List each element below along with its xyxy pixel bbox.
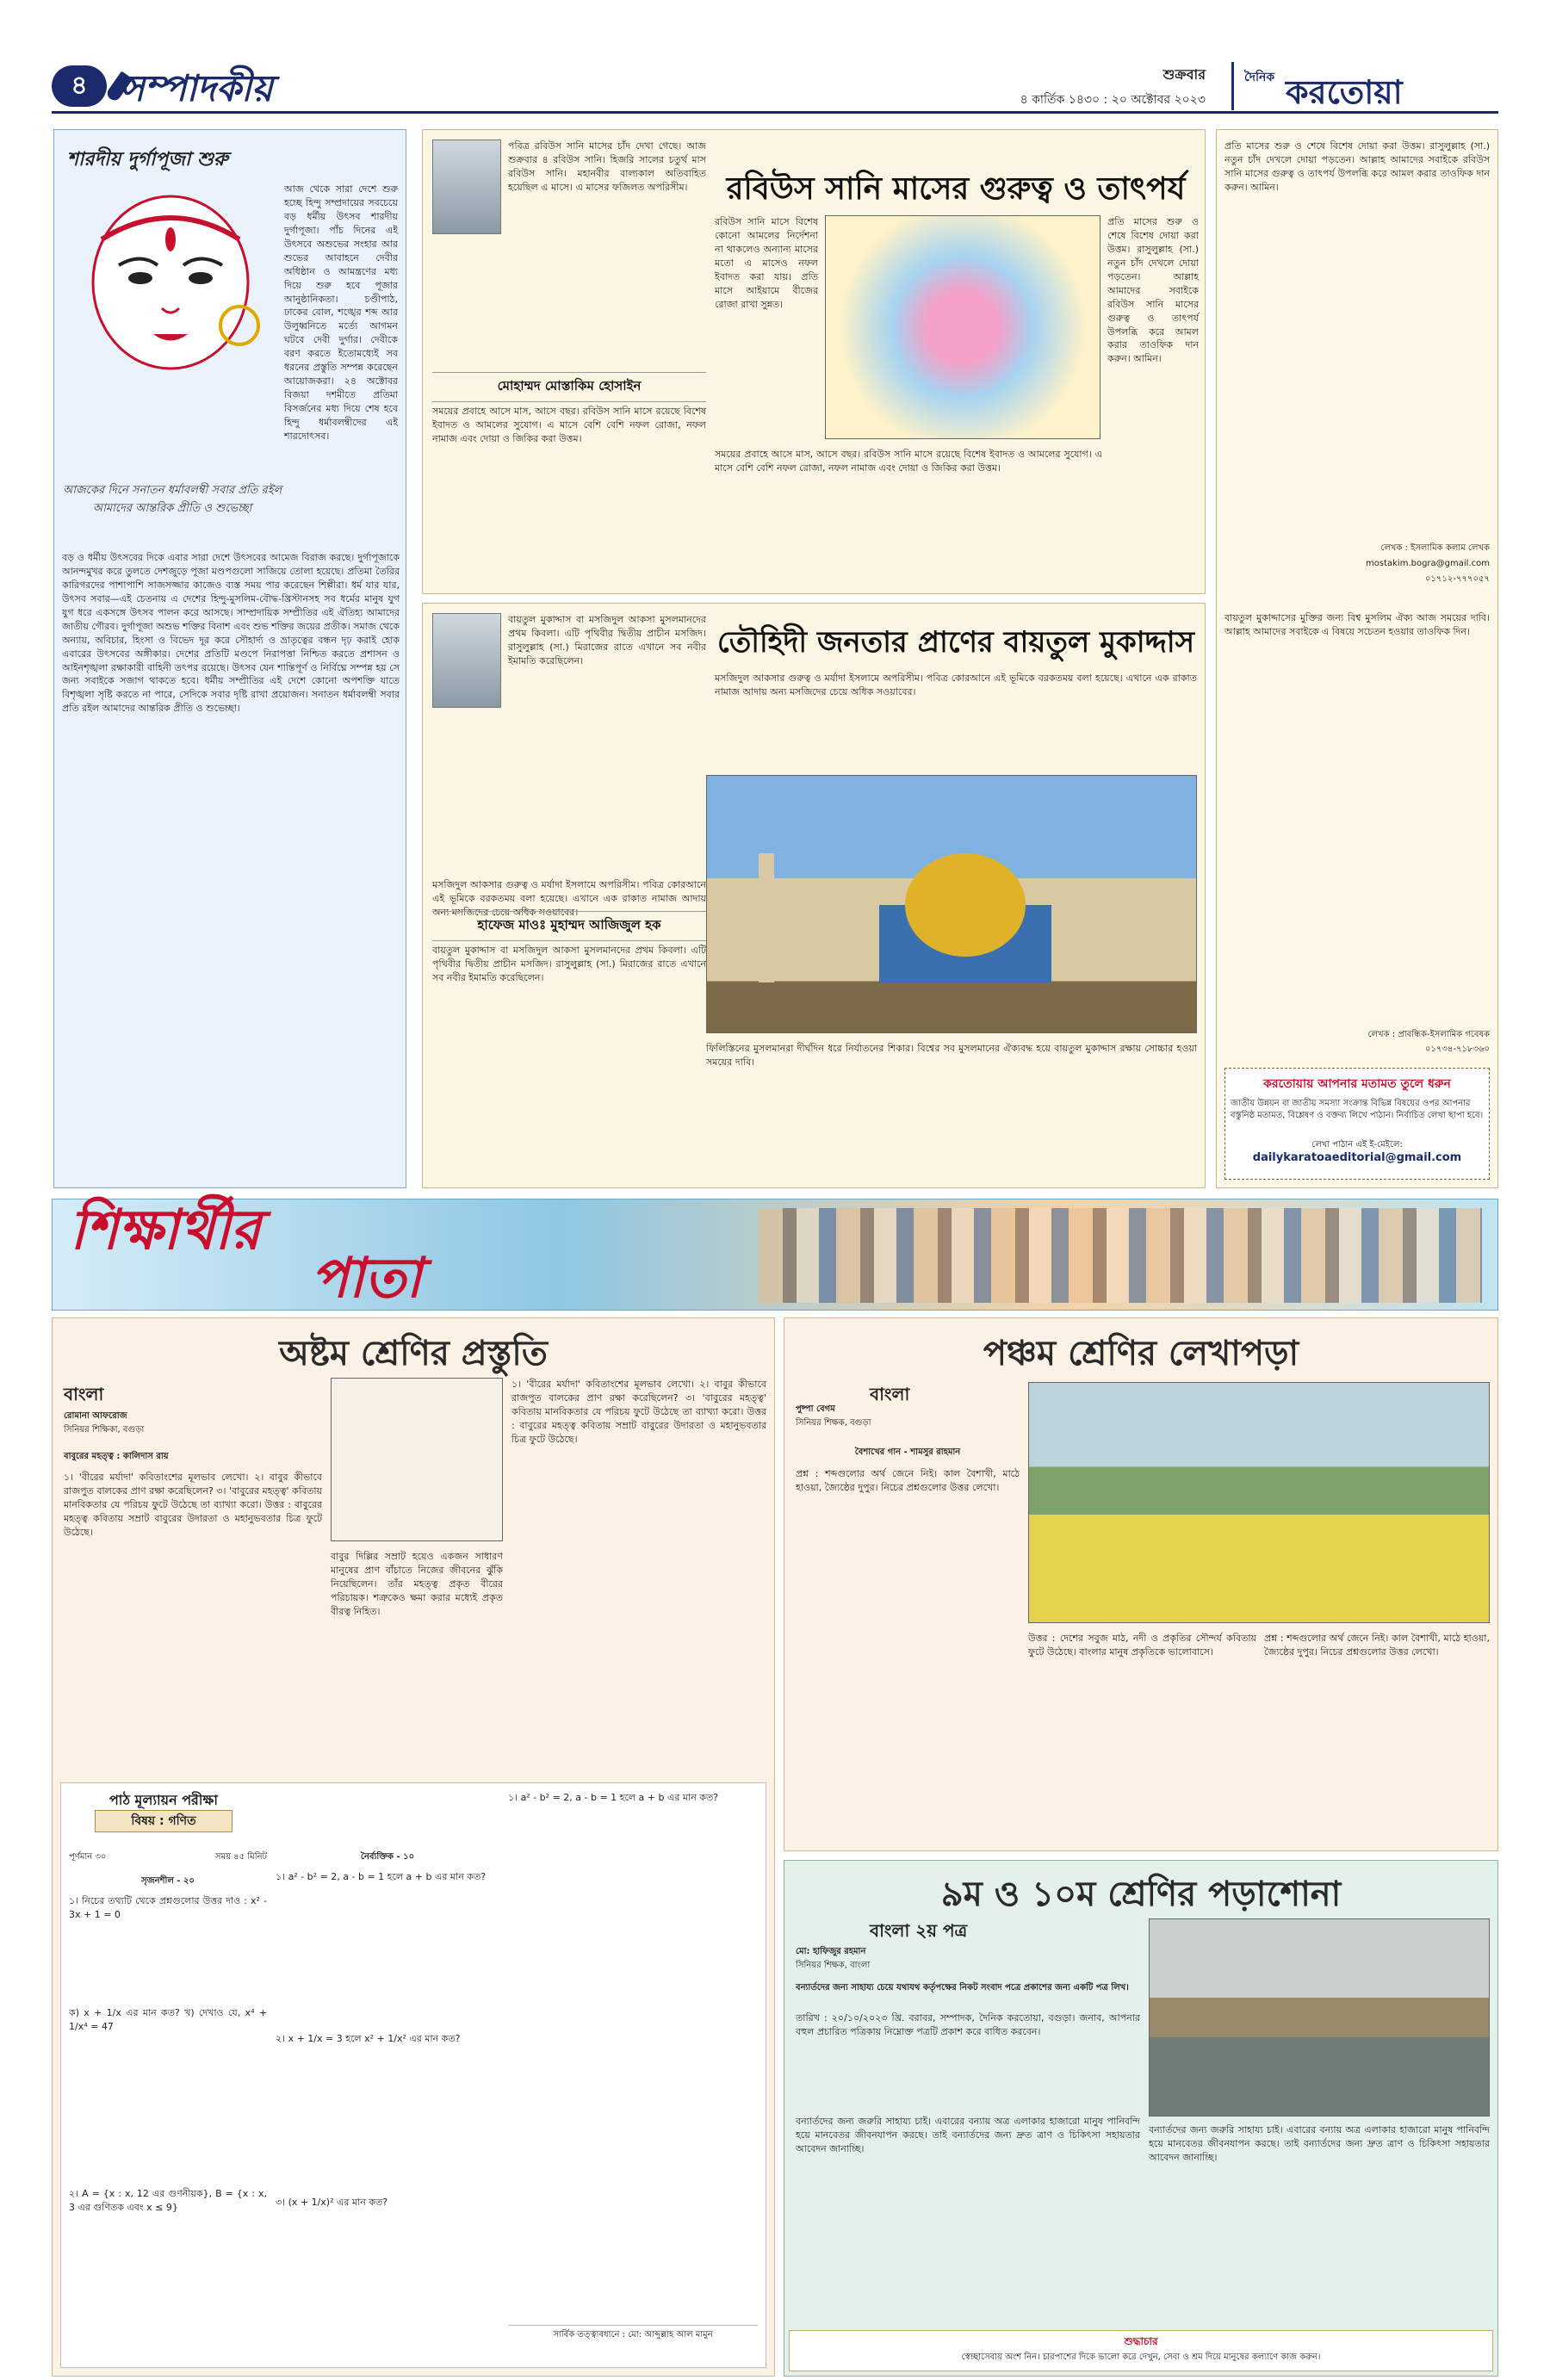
rabius-col3: রবিউস সানি মাসে বিশেষ কোনো আমলের নির্দেশনা না থাকলেও অন্যান্য মাসের মতো এ মাসেও নফল ইবাদত করা যায়। প্রতি মাসে আইয়ামে বীজের রোজা রাখা সুন্নত। xyxy=(715,216,818,310)
honesty-box xyxy=(789,2330,1493,2371)
math-section: সৃজনশীল - ২০ xyxy=(141,1876,195,1886)
class5-subject: বাংলা xyxy=(870,1384,910,1404)
issue-day: শুক্রবার xyxy=(1162,66,1206,83)
math-q3: ২। A = {x : x, 12 এর গুণনীয়ক}, B = {x : x, 3 এর গুণিতক এবং x ≤ 9} xyxy=(69,2188,267,2213)
rabius-phone: ০১৭১২-৭৭৭০৫৭ xyxy=(1424,574,1490,584)
math-mcq: নৈর্ব্যক্তিক - ১০ xyxy=(360,1852,415,1862)
rabius-email: mostakim.bogra@gmail.com xyxy=(1366,559,1490,568)
rabius-footer: লেখক : ইসলামিক কলাম লেখক xyxy=(1380,543,1490,553)
opinion-email-label: লেখা পাঠান এই ই-মেইলে: xyxy=(1311,1140,1403,1150)
opinion-title: করতোয়ায় আপনার মতামত তুলে ধরুন xyxy=(1263,1077,1451,1091)
class9-body3: বন্যার্তদের জন্য জরুরি সাহায্য চাই। এবারের বন্যায় অত্র এলাকার হাজারো মানুষ পানিবন্দি হয়ে মানবেতর জীবনযাপন করছে। তাই বন্যার্তদের জন্য দ্রুত ত্রাণ ও চিকিৎসা সহায়তার আবেদন জানাচ্ছি। xyxy=(1149,2124,1490,2163)
class5-body3: প্রশ্ন : শব্দগুলোর অর্থ জেনে নিই। কাল বৈশাখী, মাঠে হাওয়া, জ্যৈষ্ঠের দুপুর। নিচের প্রশ্নগুলোর উত্তর লেখো। xyxy=(1264,1633,1490,1658)
author-photo-2 xyxy=(432,613,501,708)
math-full-marks: পূর্ণমান ৩০ xyxy=(69,1852,107,1862)
math-footer: সার্বিক তত্ত্বাবধানে : মো: আব্দুল্লাহ আল মামুন xyxy=(508,2325,758,2341)
author-photo xyxy=(432,139,501,234)
math-title: পাঠ মূল্যায়ন পরীক্ষা xyxy=(108,1792,219,1808)
honesty-label: শুদ্ধাচার xyxy=(1124,2335,1158,2347)
banner-title-line1: শিক্ষার্থীর xyxy=(70,1198,261,1262)
class9-school: সিনিয়র শিক্ষক, বাংলা xyxy=(796,1961,871,1970)
class5-school: সিনিয়র শিক্ষক, বগুড়া xyxy=(796,1418,871,1428)
durga-title: শারদীয় দুর্গাপূজা শুরু xyxy=(67,148,228,170)
class9-flood-photo xyxy=(1149,1918,1490,2117)
durga-greeting: আজকের দিনে সনাতন ধর্মাবলম্বী সবার প্রতি রইল আমাদের আন্তরিক প্রীতি ও শুভেচ্ছা xyxy=(62,484,282,515)
aqsa-col3: মসজিদুল আকসার গুরুত্ব ও মর্যাদা ইসলামে অপরিসীম। পবিত্র কোরআনে এই ভূমিকে বরকতময় বলা হয়েছে। এখানে এক রাকাত নামাজ আদায় অন্য মসজিদের চেয়ে অধিক সওয়াবের। xyxy=(432,879,706,918)
class5-field-photo xyxy=(1028,1382,1490,1623)
student-page-banner xyxy=(52,1199,1498,1311)
aqsa-col5: ফিলিস্তিনের মুসলমানরা দীর্ঘদিন ধরে নির্যাতনের শিকার। বিশ্বের সব মুসলমানের ঐক্যবদ্ধ হয়ে বায়তুল মুকাদ্দাস রক্ষায় সোচ্চার হওয়া সময়ের দাবি। xyxy=(706,1043,1197,1068)
math-q2: ক) x + 1/x এর মান কত? খ) দেখাও যে, x⁴ + 1/x⁴ = 47 xyxy=(69,2007,267,2032)
mosque-illustration xyxy=(825,215,1100,439)
page-number: ৪ xyxy=(52,65,107,107)
opinion-body: জাতীয় উন্নয়ন বা জাতীয় সমস্যা সংক্রান্ত বিভিন্ন বিষয়ের ওপর আপনার বস্তুনিষ্ঠ মতামত, বিশ্লেষণ ও বক্তব্য লিখে পাঠান। নির্বাচিত লেখা ছাপা হবে। xyxy=(1231,1099,1484,1120)
class8-school: সিনিয়র শিক্ষিকা, বগুড়া xyxy=(64,1425,145,1435)
dome-of-rock-photo xyxy=(706,775,1197,1033)
class5-title: পঞ্চম শ্রেণির লেখাপড়া xyxy=(983,1333,1299,1373)
class8-subject: বাংলা xyxy=(64,1384,104,1404)
class9-topic: বন্যার্তদের জন্য সাহায্য চেয়ে যথাযথ কর্তৃপক্ষের নিকট সংবাদ পত্রে প্রকাশের জন্য একটি পত্র লিখ। xyxy=(796,1983,1129,1993)
class9-body2: বন্যার্তদের জন্য জরুরি সাহায্য চাই। এবারের বন্যায় অত্র এলাকার হাজারো মানুষ পানিবন্দি হয়ে মানবেতর জীবনযাপন করছে। তাই বন্যার্তদের জন্য দ্রুত ত্রাণ ও চিকিৎসা সহায়তার আবেদন জানাচ্ছি। xyxy=(796,2116,1140,2154)
aqsa-col2: মসজিদুল আকসার গুরুত্ব ও মর্যাদা ইসলামে অপরিসীম। পবিত্র কোরআনে এই ভূমিকে বরকতময় বলা হয়েছে। এখানে এক রাকাত নামাজ আদায় অন্য মসজিদের চেয়ে অধিক সওয়াবের। xyxy=(715,672,1197,697)
class8-teacher: রোমানা আফরোজ xyxy=(64,1411,127,1421)
aqsa-col1: বায়তুল মুকাদ্দাস বা মসজিদুল আকসা মুসলমানদের প্রথম কিবলা। এটি পৃথিবীর দ্বিতীয় প্রাচীন মসজিদ। রাসুলুল্লাহ (সা.) মিরাজের রাতে এখানে সব নবীর ইমামতি করেছিলেন। xyxy=(508,614,706,666)
class9-teacher: মো: হাফিজুর রহমান xyxy=(796,1947,866,1956)
class5-body2: উত্তর : দেশের সবুজ মাঠ, নদী ও প্রকৃতির সৌন্দর্য কবিতায় ফুটে উঠেছে। বাংলার মানুষ প্রকৃতিকে ভালোবাসে। xyxy=(1028,1633,1256,1658)
math-mcq1: ১। a² - b² = 2, a - b = 1 হলে a + b এর মান কত? xyxy=(276,1871,487,1882)
math-subject: বিষয় : গণিত xyxy=(95,1810,232,1832)
aqsa-phone: ০১৭৩৪-৭১৮৩৬০ xyxy=(1424,1044,1490,1054)
class9-body: তারিখ : ২০/১০/২০২৩ খ্রি. বরাবর, সম্পাদক, দৈনিক করতোয়া, বগুড়া। জনাব, আপনার বহুল প্রচারিত পত্রিকায় নিম্নোক্ত পত্রটি প্রকাশ করে বাধিত করবেন। xyxy=(796,2012,1140,2037)
honesty-text: স্বেচ্ছাসেবায় অংশ নিন। চারপাশের দিকে ভালো করে দেখুন, সেবা ও শ্রম দিয়ে মানুষের কল্যাণে কাজ করুন। xyxy=(961,2352,1321,2362)
aqsa-title: তৌহিদী জনতার প্রাণের বায়তুল মুকাদ্দাস xyxy=(716,625,1195,660)
durga-face-illustration xyxy=(67,179,274,377)
durga-body-top: আজ থেকে সারা দেশে শুরু হচ্ছে হিন্দু সম্প্রদায়ের সবচেয়ে বড় ধর্মীয় উৎসব শারদীয় দুর্গাপূজা। পাঁচ দিনের এই উৎসবে অশুভের সংহার আর শুভের আবাহনে দেবীর অধিষ্ঠান ও আমন্ত্রণের মধ্য দিয়ে শুরু হবে পূজার আনুষ্ঠানিকতা। চণ্ডীপাঠ, ঢাকের বোল, শঙ্খের শব্দ আর উলুধ্বনিতে মর্ত্যে আগমন ঘটবে দেবী দুর্গার। দেবীকে বরণ করতে ইতোমধ্যেই সব ধরনের প্রস্তুতি সম্পন্ন করেছেন আয়োজকরা। ২৪ অক্টোবর বিজয়া দশমীতে প্রতিমা বিসর্জনের মধ্য দিয়ে শেষ হবে হিন্দু ধর্মাবলম্বীদের এই শারদোৎসব। xyxy=(284,183,398,442)
dome-icon xyxy=(707,776,1198,1034)
class8-title: অষ্টম শ্রেণির প্রস্তুতি xyxy=(279,1333,548,1373)
class8-topic: বাবুরের মহত্ত্ব : কালিদাস রায় xyxy=(64,1452,169,1461)
brand-small: দৈনিক xyxy=(1244,71,1275,84)
issue-date: ৪ কার্তিক ১৪৩০ : ২০ অক্টোবর ২০২৩ xyxy=(1020,93,1206,107)
class5-teacher: পুষ্পা বেগম xyxy=(796,1404,835,1414)
rabius-author: মোহাম্মদ মোস্তাকিম হোসাইন xyxy=(432,372,706,402)
opinion-email[interactable]: dailykaratoaeditorial@gmail.com xyxy=(1252,1151,1462,1164)
banner-title-line2: পাতা xyxy=(311,1246,422,1311)
class9-subject: বাংলা ২য় পত্র xyxy=(870,1920,968,1941)
masthead xyxy=(52,60,1498,114)
class8-body2: বাবুর দিল্লির সম্রাট হয়েও একজন সাধারণ মানুষের প্রাণ বাঁচাতে নিজের জীবনের ঝুঁকি নিয়েছিলেন। তাঁর মহত্ত্ব প্রকৃত বীরের পরিচায়ক। শত্রুকেও ক্ষমা করার মধ্যেই প্রকৃত বীরত্ব নিহিত। xyxy=(331,1551,503,1617)
class5-body: প্রশ্ন : শব্দগুলোর অর্থ জেনে নিই। কাল বৈশাখী, মাঠে হাওয়া, জ্যৈষ্ঠের দুপুর। নিচের প্রশ্নগুলোর উত্তর লেখো। xyxy=(796,1468,1020,1493)
aqsa-col4: বায়তুল মুকাদ্দাস বা মসজিদুল আকসা মুসলমানদের প্রথম কিবলা। এটি পৃথিবীর দ্বিতীয় প্রাচীন মসজিদ। রাসুলুল্লাহ (সা.) মিরাজের রাতে এখানে সব নবীর ইমামতি করেছিলেন। xyxy=(432,945,706,983)
class5-topic: বৈশাখের গান - শামসুর রাহমান xyxy=(854,1447,961,1457)
class8-body3: ১। 'বীরের মর্যাদা' কবিতাংশের মূলভাব লেখো। ২। বাবুর কীভাবে রাজপুত বালকের প্রাণ রক্ষা করেছিলেন? ৩। 'বাবুরের মহত্ত্ব' কবিতায় মানবিকতার যে পরিচয় ফুটে উঠেছে তা ব্যাখ্যা করো। উত্তর : বাবুরের মহত্ত্ব কবিতায় সম্রাট বাবুরের উদারতা ও মহানুভবতার চিত্র ফুটে উঠেছে। xyxy=(512,1379,766,1445)
class8-body: ১। 'বীরের মর্যাদা' কবিতাংশের মূলভাব লেখো। ২। বাবুর কীভাবে রাজপুত বালকের প্রাণ রক্ষা করেছিলেন? ৩। 'বাবুরের মহত্ত্ব' কবিতায় মানবিকতার যে পরিচয় ফুটে উঠেছে তা ব্যাখ্যা করো। উত্তর : বাবুরের মহত্ত্ব কবিতায় সম্রাট বাবুরের উদারতা ও মহানুভবতার চিত্র ফুটে উঠেছে। xyxy=(64,1472,322,1538)
math-mcq2: ২। x + 1/x = 3 হলে x² + 1/x² এর মান কত? xyxy=(276,2033,461,2044)
math-time: সময় ৪৫ মিনিট xyxy=(214,1852,267,1862)
brand-logo xyxy=(1231,62,1498,110)
opinion-box xyxy=(1224,1068,1490,1180)
rabius-col5: সময়ের প্রবাহে আসে মাস, আসে বছর। রবিউস সানি মাসে রয়েছে বিশেষ ইবাদত ও আমলের সুযোগ। এ মাসে বেশি বেশি নফল রোজা, নফল নামাজ এবং দোয়া ও জিকির করা উত্তম। xyxy=(715,449,1102,474)
students-photo xyxy=(759,1208,1482,1303)
math-q1: ১। নিচের তথ্যটি থেকে প্রশ্নগুলোর উত্তর দাও : x² - 3x + 1 = 0 xyxy=(69,1895,267,1920)
class8-illustration xyxy=(331,1378,503,1541)
rabius-col4: প্রতি মাসের শুরু ও শেষে বিশেষ দোয়া করা উত্তম। রাসুলুল্লাহ (সা.) নতুন চাঁদ দেখলে দোয়া পড়তেন। আল্লাহ আমাদের সবাইকে রবিউস সানি মাসের গুরুত্ব ও তাৎপর্য উপলব্ধি করে আমল করার তাওফিক দান করুন। আমিন। xyxy=(1107,216,1199,365)
aqsa-author: হাফেজ মাওঃ মুহাম্মদ আজিজুল হক xyxy=(432,911,706,941)
rabius-col2: সময়ের প্রবাহে আসে মাস, আসে বছর। রবিউস সানি মাসে রয়েছে বিশেষ ইবাদত ও আমলের সুযোগ। এ মাসে বেশি বেশি নফল রোজা, নফল নামাজ এবং দোয়া ও জিকির করা উত্তম। xyxy=(432,406,706,444)
math-mcq-more: ১। a² - b² = 2, a - b = 1 হলে a + b এর মান কত? xyxy=(508,1792,719,1803)
class9-title: ৯ম ও ১০ম শ্রেণির পড়াশোনা xyxy=(940,1874,1342,1914)
aqsa-continued: বায়তুল মুকাদ্দাসের মুক্তির জন্য বিশ্ব মুসলিম ঐক্য আজ সময়ের দাবি। আল্লাহ আমাদের সবাইকে এ বিষয়ে সচেতন হওয়ার তাওফিক দিন। xyxy=(1224,612,1490,637)
aqsa-footer: লেখক : প্রাবন্ধিক-ইসলামিক গবেষক xyxy=(1367,1030,1490,1039)
durga-body-bottom: বড় ও ধর্মীয় উৎসবের দিকে এবার সারা দেশে উৎসবের আমেজ বিরাজ করছে। দুর্গাপূজাকে আনন্দমুখর করে তুলতে দেশজুড়ে পূজা মণ্ডপগুলো সাজিয়ে তোলা হয়েছে। প্রতিমা তৈরির কারিগরদের পাশাপাশি সাজসজ্জার কাজেও ব্যস্ত সময় পার করেছেন শিল্পীরা। ধর্ম যার যার, উৎসব সবার—এই চেতনায় এ দেশের হিন্দু-মুসলিম-বৌদ্ধ-খ্রিস্টানসহ সব ধর্মের মানুষ যুগ যুগ ধরে একসঙ্গে উৎসব পালন করে আসছে। সাম্প্রদায়িক সম্প্রীতির এই ঐতিহ্য আমাদের জাতীয় গৌরব। দুর্গাপূজা অশুভ শক্তির বিনাশ এবং শুভ শক্তির জয়ের প্রতীক। সমাজ থেকে অন্যায়, অবিচার, হিংসা ও বিভেদ দূর করে সৌহার্দ্য ও ভ্রাতৃত্বের বন্ধন দৃঢ় করাই হোক এবারের উৎসবের অঙ্গীকার। দেশের প্রতিটি মণ্ডপে নিরাপত্তা নিশ্চিত করতে প্রশাসন ও আইনশৃঙ্খলা রক্ষাকারী বাহিনী তৎপর রয়েছে। উৎসব যেন শান্তিপূর্ণ ও নির্বিঘ্নে সম্পন্ন হয় সে জন্য সবাইকে সজাগ থাকতে হবে। ধর্মীয় সম্প্রীতির এই দেশে কোনো অপশক্তি যাতে বিশৃঙ্খলা সৃষ্টি করতে না পারে, সেদিকে সবার দৃষ্টি রাখা প্রয়োজন। সনাতন ধর্মাবলম্বী সবার প্রতি রইল আমাদের আন্তরিক প্রীতি ও শুভেচ্ছা। xyxy=(62,552,400,715)
rabius-continued: প্রতি মাসের শুরু ও শেষে বিশেষ দোয়া করা উত্তম। রাসুলুল্লাহ (সা.) নতুন চাঁদ দেখলে দোয়া পড়তেন। আল্লাহ আমাদের সবাইকে রবিউস সানি মাসের গুরুত্ব ও তাৎপর্য উপলব্ধি করে আমল করার তাওফিক দান করুন। আমিন। xyxy=(1224,140,1490,193)
rabius-title: রবিউস সানি মাসের গুরুত্ব ও তাৎপর্য xyxy=(726,170,1186,207)
math-mcq3: ৩। (x + 1/x)² এর মান কত? xyxy=(276,2197,388,2208)
section-title: সম্পাদকীয় xyxy=(121,67,273,109)
brand-name: করতোয়া xyxy=(1286,72,1403,111)
rabius-col1: পবিত্র রবিউস সানি মাসের চাঁদ দেখা গেছে। আজ শুক্রবার ৪ রবিউস সানি। হিজরি সালের চতুর্থ মাস রবিউস সানি। মহানবীর বাল্যকাল অতিবাহিত হয়েছিল এ মাসে। এ মাসের ফজিলত অপরিসীম। xyxy=(508,140,706,193)
